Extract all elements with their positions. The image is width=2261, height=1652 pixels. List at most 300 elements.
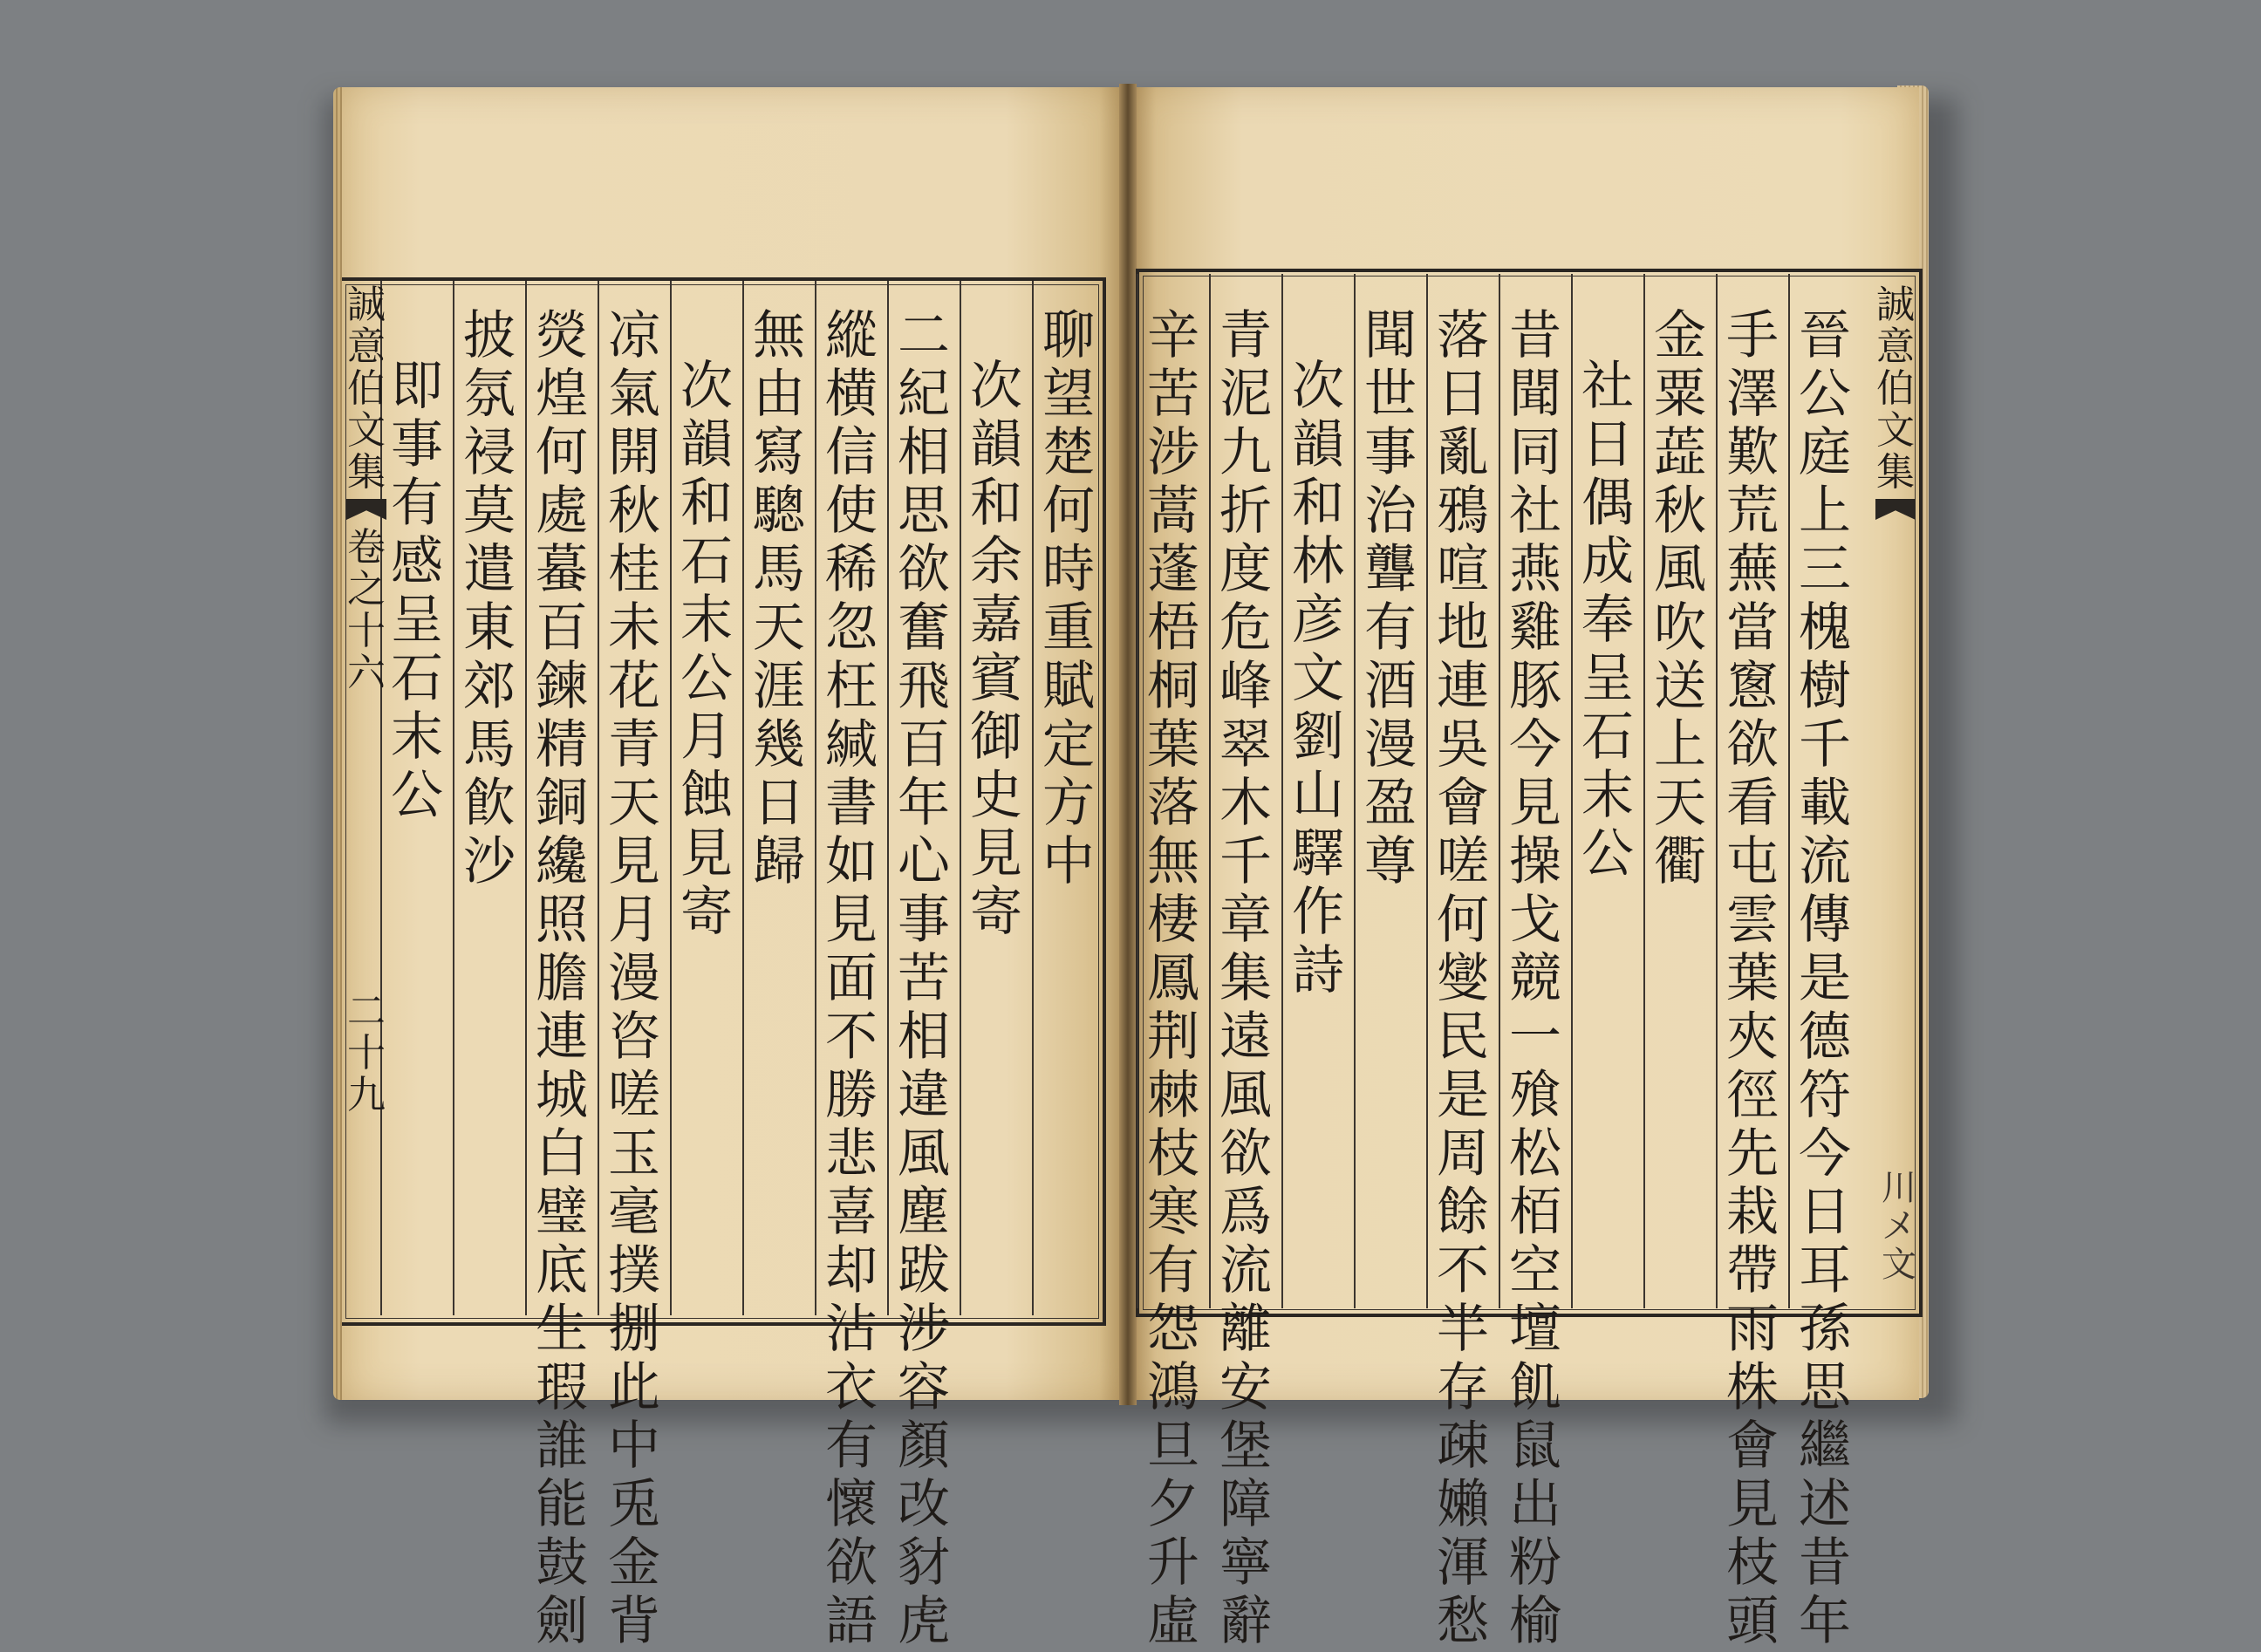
glyph: 世 <box>1364 364 1417 425</box>
glyph: 改 <box>898 1474 950 1535</box>
glyph: 九 <box>1219 422 1272 483</box>
glyph: 飛 <box>898 656 950 717</box>
glyph: 漫 <box>1364 714 1417 775</box>
glyph: 和 <box>970 473 1022 534</box>
glyph: 是 <box>1437 1065 1489 1126</box>
glyph: 同 <box>1509 422 1561 483</box>
glyph: 升 <box>1147 1533 1199 1594</box>
book-gutter <box>1119 84 1137 1405</box>
glyph: 金 <box>608 1533 660 1594</box>
glyph: 離 <box>1219 1299 1272 1360</box>
right-page-column <box>1288 358 1349 1000</box>
glyph: 一 <box>1509 1007 1561 1068</box>
glyph: 嘉 <box>970 590 1022 651</box>
glyph: メ <box>1882 1206 1916 1246</box>
glyph: 遠 <box>1219 1007 1272 1068</box>
glyph: 何 <box>536 422 588 483</box>
glyph: 玉 <box>608 1123 660 1184</box>
glyph: 呈 <box>391 590 443 651</box>
glyph: 紀 <box>898 364 950 425</box>
column-rule <box>1643 274 1645 1308</box>
glyph: 年 <box>1799 1591 1851 1652</box>
glyph: 吳 <box>1437 714 1489 775</box>
right-page-column <box>1505 307 1566 1651</box>
glyph: 庭 <box>1799 422 1851 483</box>
glyph: 見 <box>1509 773 1561 834</box>
glyph: 嬾 <box>1437 1474 1489 1535</box>
glyph: 公 <box>1799 364 1851 425</box>
glyph: 次 <box>1292 356 1344 417</box>
glyph: 枝 <box>1726 1533 1779 1594</box>
glyph: 聊 <box>1042 305 1095 366</box>
glyph: 百 <box>536 597 588 659</box>
right-page-column <box>1432 307 1493 1651</box>
glyph: 何 <box>1042 481 1095 542</box>
glyph: 連 <box>1437 656 1489 717</box>
glyph: 誰 <box>536 1416 588 1477</box>
glyph: 東 <box>463 597 516 659</box>
glyph: 馬 <box>463 714 516 775</box>
glyph: 事 <box>391 414 443 475</box>
glyph: 集 <box>1876 450 1915 495</box>
glyph: 底 <box>536 1240 588 1301</box>
glyph: 幾 <box>753 714 805 775</box>
glyph: 今 <box>1509 714 1561 775</box>
glyph: 社 <box>1509 481 1561 542</box>
glyph: 次 <box>680 356 733 417</box>
glyph: 衣 <box>825 1357 878 1418</box>
glyph: 葉 <box>1726 948 1779 1009</box>
glyph: 千 <box>1799 714 1851 775</box>
glyph: 雞 <box>1509 597 1561 659</box>
glyph: 面 <box>825 948 878 1009</box>
glyph: 傳 <box>1799 890 1851 951</box>
glyph: 文 <box>1876 408 1915 453</box>
glyph: 豺 <box>898 1533 950 1594</box>
glyph: 日 <box>1799 1182 1851 1243</box>
glyph: 心 <box>898 831 950 892</box>
glyph: 疎 <box>1437 1416 1489 1477</box>
column-rule <box>1571 274 1573 1308</box>
glyph: 中 <box>608 1416 660 1477</box>
glyph: 容 <box>898 1357 950 1418</box>
column-rule <box>1426 274 1428 1308</box>
glyph: 山 <box>1292 765 1344 826</box>
glyph: 見 <box>680 823 733 884</box>
glyph: 歎 <box>1726 422 1779 483</box>
glyph: 定 <box>1042 714 1095 775</box>
glyph: 荒 <box>1726 481 1779 542</box>
right-page-column <box>1650 307 1711 891</box>
glyph: 障 <box>1219 1474 1272 1535</box>
glyph: 落 <box>1147 773 1199 834</box>
glyph: 祲 <box>463 422 516 483</box>
glyph: 不 <box>825 1007 878 1068</box>
glyph: 飮 <box>463 773 516 834</box>
glyph: 度 <box>1219 539 1272 600</box>
glyph: 緘 <box>825 714 878 775</box>
glyph: 詩 <box>1292 940 1344 1001</box>
left-page-column <box>386 358 447 825</box>
left-page-column <box>893 307 954 1651</box>
glyph: 和 <box>680 473 733 534</box>
glyph: 寄 <box>680 882 733 943</box>
glyph: 治 <box>1364 481 1417 542</box>
glyph: 鳳 <box>1147 948 1199 1009</box>
glyph: 昔 <box>1799 1533 1851 1594</box>
glyph: 中 <box>1042 831 1095 892</box>
glyph: 虎 <box>898 1591 950 1652</box>
column-rule <box>742 281 744 1315</box>
glyph: 氣 <box>608 364 660 425</box>
glyph: 愁 <box>1437 1591 1489 1652</box>
glyph: 落 <box>1437 305 1489 366</box>
glyph: 顏 <box>898 1416 950 1477</box>
glyph: 韻 <box>970 414 1022 475</box>
glyph: 塵 <box>898 1182 950 1243</box>
glyph: 聞 <box>1364 305 1417 366</box>
column-rule <box>887 281 889 1315</box>
glyph: 林 <box>1292 531 1344 592</box>
glyph: 文 <box>1292 648 1344 709</box>
glyph: 涉 <box>898 1299 950 1360</box>
glyph: 蕪 <box>1726 539 1779 600</box>
glyph: 由 <box>753 364 805 425</box>
glyph: 月 <box>608 890 660 951</box>
glyph: 時 <box>1042 539 1095 600</box>
glyph: 石 <box>1581 707 1634 768</box>
column-rule <box>1788 274 1790 1308</box>
left-page-column <box>821 307 882 1651</box>
glyph: 相 <box>898 1007 950 1068</box>
glyph: 感 <box>391 531 443 592</box>
glyph: 末 <box>1581 765 1634 826</box>
glyph: 粟 <box>1654 364 1706 425</box>
glyph: 連 <box>536 1007 588 1068</box>
glyph: 御 <box>970 707 1022 768</box>
right-page-column <box>1215 307 1276 1651</box>
glyph: 伯 <box>1876 366 1915 411</box>
glyph: 末 <box>391 707 443 768</box>
glyph: 章 <box>1219 890 1272 951</box>
glyph: 咨 <box>608 1007 660 1068</box>
glyph: 燕 <box>1509 539 1561 600</box>
glyph: 蒿 <box>1147 481 1199 542</box>
glyph: 翠 <box>1219 714 1272 775</box>
glyph: 聾 <box>1364 539 1417 600</box>
glyph: 事 <box>898 890 950 951</box>
column-rule <box>1354 274 1356 1308</box>
glyph: 楚 <box>1042 422 1095 483</box>
glyph: 澤 <box>1726 364 1779 425</box>
glyph: 白 <box>536 1123 588 1184</box>
glyph: 葉 <box>1147 714 1199 775</box>
right-page-column <box>1794 307 1855 1651</box>
glyph: 賓 <box>970 648 1022 709</box>
column-rule <box>1209 274 1211 1308</box>
glyph: 半 <box>1437 1299 1489 1360</box>
glyph: 安 <box>1219 1357 1272 1418</box>
glyph: 尊 <box>1364 831 1417 892</box>
glyph: 凉 <box>608 305 660 366</box>
column-rule <box>598 281 599 1315</box>
glyph: 昔 <box>1509 305 1561 366</box>
glyph: 聞 <box>1509 364 1561 425</box>
glyph: 流 <box>1219 1240 1272 1301</box>
glyph: 石 <box>680 531 733 592</box>
glyph: 誠 <box>347 283 386 327</box>
glyph: 語 <box>825 1591 878 1652</box>
glyph: 披 <box>463 305 516 366</box>
glyph: 無 <box>753 305 805 366</box>
glyph: 意 <box>347 324 386 369</box>
glyph: 今 <box>1799 1123 1851 1184</box>
glyph: 不 <box>1437 1240 1489 1301</box>
right-page-column <box>1577 358 1638 884</box>
glyph: 周 <box>1437 1123 1489 1184</box>
glyph: 泥 <box>1219 364 1272 425</box>
column-rule <box>815 281 816 1315</box>
glyph: 膽 <box>536 948 588 1009</box>
glyph: 樹 <box>1799 656 1851 717</box>
glyph: 處 <box>536 481 588 542</box>
glyph: 蝕 <box>680 765 733 826</box>
glyph: 手 <box>1726 305 1779 366</box>
left-page-column <box>1038 307 1099 891</box>
glyph: 青 <box>608 714 660 775</box>
glyph: 璧 <box>536 1182 588 1243</box>
glyph: 驄 <box>753 481 805 542</box>
glyph: 二 <box>347 989 386 1034</box>
glyph: 風 <box>898 1123 950 1184</box>
glyph: 涯 <box>753 656 805 717</box>
glyph: 韻 <box>680 414 733 475</box>
glyph: 天 <box>608 773 660 834</box>
glyph: 秋 <box>1654 481 1706 542</box>
glyph: 荆 <box>1147 1007 1199 1068</box>
glyph: 槐 <box>1799 597 1851 659</box>
glyph: 出 <box>1509 1474 1561 1535</box>
glyph: 十 <box>347 1031 386 1075</box>
glyph: 兎 <box>608 1474 660 1535</box>
column-rule <box>1499 274 1500 1308</box>
glyph: 花 <box>608 656 660 717</box>
glyph: 徑 <box>1726 1065 1779 1126</box>
glyph: 日 <box>1437 364 1489 425</box>
glyph: 棘 <box>1147 1065 1199 1126</box>
glyph: 松 <box>1509 1123 1561 1184</box>
glyph: 地 <box>1437 597 1489 659</box>
glyph: 秋 <box>608 481 660 542</box>
glyph: 枉 <box>825 656 878 717</box>
glyph: 栢 <box>1509 1182 1561 1243</box>
glyph: 縱 <box>825 305 878 366</box>
glyph: 空 <box>1509 1240 1561 1301</box>
glyph: 沾 <box>825 1299 878 1360</box>
glyph: 勝 <box>825 1065 878 1126</box>
glyph: 蟇 <box>536 539 588 600</box>
glyph: 看 <box>1726 773 1779 834</box>
glyph: 載 <box>1799 773 1851 834</box>
glyph: 盈 <box>1364 773 1417 834</box>
glyph: 即 <box>391 356 443 417</box>
glyph: 沙 <box>463 831 516 892</box>
glyph: 辭 <box>1219 1591 1272 1652</box>
glyph: 豚 <box>1509 656 1561 717</box>
glyph: 史 <box>970 765 1022 826</box>
glyph: 風 <box>1654 539 1706 600</box>
glyph: 見 <box>825 890 878 951</box>
glyph: 二 <box>898 305 950 366</box>
left-page-column <box>966 358 1027 942</box>
column-rule <box>1281 274 1283 1308</box>
glyph: 百 <box>898 714 950 775</box>
glyph: 奮 <box>898 597 950 659</box>
glyph: 次 <box>970 356 1022 417</box>
glyph: 事 <box>1364 422 1417 483</box>
glyph: 月 <box>680 707 733 768</box>
glyph: 跋 <box>898 1240 950 1301</box>
glyph: 燮 <box>1437 948 1489 1009</box>
glyph: 喜 <box>825 1182 878 1243</box>
glyph: 屯 <box>1726 831 1779 892</box>
glyph: 苦 <box>898 948 950 1009</box>
glyph: 欲 <box>825 1533 878 1594</box>
glyph: 城 <box>536 1065 588 1126</box>
glyph: 見 <box>608 831 660 892</box>
glyph: 榆 <box>1509 1591 1561 1652</box>
left-page-column <box>748 307 809 891</box>
left-page-column <box>676 358 737 942</box>
glyph: 瑕 <box>536 1357 588 1418</box>
glyph: 株 <box>1726 1357 1779 1418</box>
column-rule <box>525 281 527 1315</box>
right-page-column <box>1143 307 1204 1651</box>
glyph: 夕 <box>1147 1474 1199 1535</box>
glyph: 頭 <box>1726 1591 1779 1652</box>
glyph: 金 <box>1654 305 1706 366</box>
glyph: 棲 <box>1147 890 1199 951</box>
column-rule <box>1716 274 1718 1308</box>
glyph: 遣 <box>463 539 516 600</box>
left-page-column <box>531 307 592 1651</box>
glyph: 莫 <box>463 481 516 542</box>
glyph: 呈 <box>1581 648 1634 709</box>
glyph: 耳 <box>1799 1240 1851 1301</box>
glyph: 横 <box>825 364 878 425</box>
glyph: 送 <box>1654 656 1706 717</box>
glyph: 衢 <box>1654 831 1706 892</box>
glyph: 方 <box>1042 773 1095 834</box>
glyph: 日 <box>1581 414 1634 475</box>
right-page-column <box>1722 307 1783 1651</box>
glyph: 酒 <box>1364 656 1417 717</box>
glyph: 孫 <box>1799 1299 1851 1360</box>
glyph: 鴻 <box>1147 1357 1199 1418</box>
glyph: 文 <box>1882 1245 1916 1285</box>
glyph: 會 <box>1437 773 1489 834</box>
right-center-label <box>1874 284 1917 527</box>
glyph: 使 <box>825 481 878 542</box>
glyph: 捌 <box>608 1299 660 1360</box>
glyph: 寄 <box>970 882 1022 943</box>
glyph: 雨 <box>1726 1299 1779 1360</box>
glyph: 天 <box>1654 773 1706 834</box>
glyph: 意 <box>1876 324 1915 369</box>
glyph: 背 <box>608 1591 660 1652</box>
glyph: 青 <box>1219 305 1272 366</box>
glyph: 能 <box>536 1474 588 1535</box>
glyph: 書 <box>825 773 878 834</box>
glyph: 欲 <box>1726 714 1779 775</box>
glyph: 纔 <box>536 831 588 892</box>
glyph: 桐 <box>1147 656 1199 717</box>
glyph: 郊 <box>463 656 516 717</box>
glyph: 有 <box>1147 1240 1199 1301</box>
glyph: 寧 <box>1219 1533 1272 1594</box>
glyph: 何 <box>1437 890 1489 951</box>
glyph: 稀 <box>825 539 878 600</box>
glyph: 熒 <box>536 305 588 366</box>
glyph: 有 <box>825 1416 878 1477</box>
glyph: 歸 <box>753 831 805 892</box>
glyph: 寫 <box>753 422 805 483</box>
glyph: 堡 <box>1219 1416 1272 1477</box>
glyph: 望 <box>1042 364 1095 425</box>
glyph: 鴉 <box>1437 481 1489 542</box>
glyph: 鼠 <box>1509 1416 1561 1477</box>
glyph: 存 <box>1437 1357 1489 1418</box>
glyph: 見 <box>970 823 1022 884</box>
glyph: 雲 <box>1726 890 1779 951</box>
glyph: 爲 <box>1219 1182 1272 1243</box>
glyph: 違 <box>898 1065 950 1126</box>
glyph: 操 <box>1509 831 1561 892</box>
glyph: 六 <box>347 651 386 695</box>
glyph: 流 <box>1799 831 1851 892</box>
glyph: 旦 <box>1147 1416 1199 1477</box>
glyph: 鼓 <box>536 1533 588 1594</box>
glyph: 折 <box>1219 481 1272 542</box>
glyph: 壇 <box>1509 1299 1561 1360</box>
glyph: 有 <box>391 473 443 534</box>
right-page-column <box>1360 307 1421 891</box>
glyph: 欲 <box>898 539 950 600</box>
glyph: 作 <box>1292 882 1344 943</box>
glyph: 述 <box>1799 1474 1851 1535</box>
left-page-column <box>604 307 665 1651</box>
glyph: 毫 <box>608 1182 660 1243</box>
glyph: 嗟 <box>1437 831 1489 892</box>
left-center-label <box>345 284 388 1116</box>
column-rule <box>670 281 672 1315</box>
glyph: 余 <box>970 531 1022 592</box>
glyph: 彦 <box>1292 590 1344 651</box>
glyph: 驛 <box>1292 823 1344 884</box>
glyph: 照 <box>536 890 588 951</box>
glyph: 天 <box>753 597 805 659</box>
glyph: 戈 <box>1509 890 1561 951</box>
glyph: 繼 <box>1799 1416 1851 1477</box>
glyph: 見 <box>1726 1474 1779 1535</box>
glyph: 公 <box>680 648 733 709</box>
glyph: 符 <box>1799 1065 1851 1126</box>
glyph: 當 <box>1726 597 1779 659</box>
glyph: 末 <box>680 590 733 651</box>
glyph: 鍊 <box>536 656 588 717</box>
glyph: 十 <box>347 609 386 653</box>
margin-stamp <box>1880 1169 1918 1284</box>
